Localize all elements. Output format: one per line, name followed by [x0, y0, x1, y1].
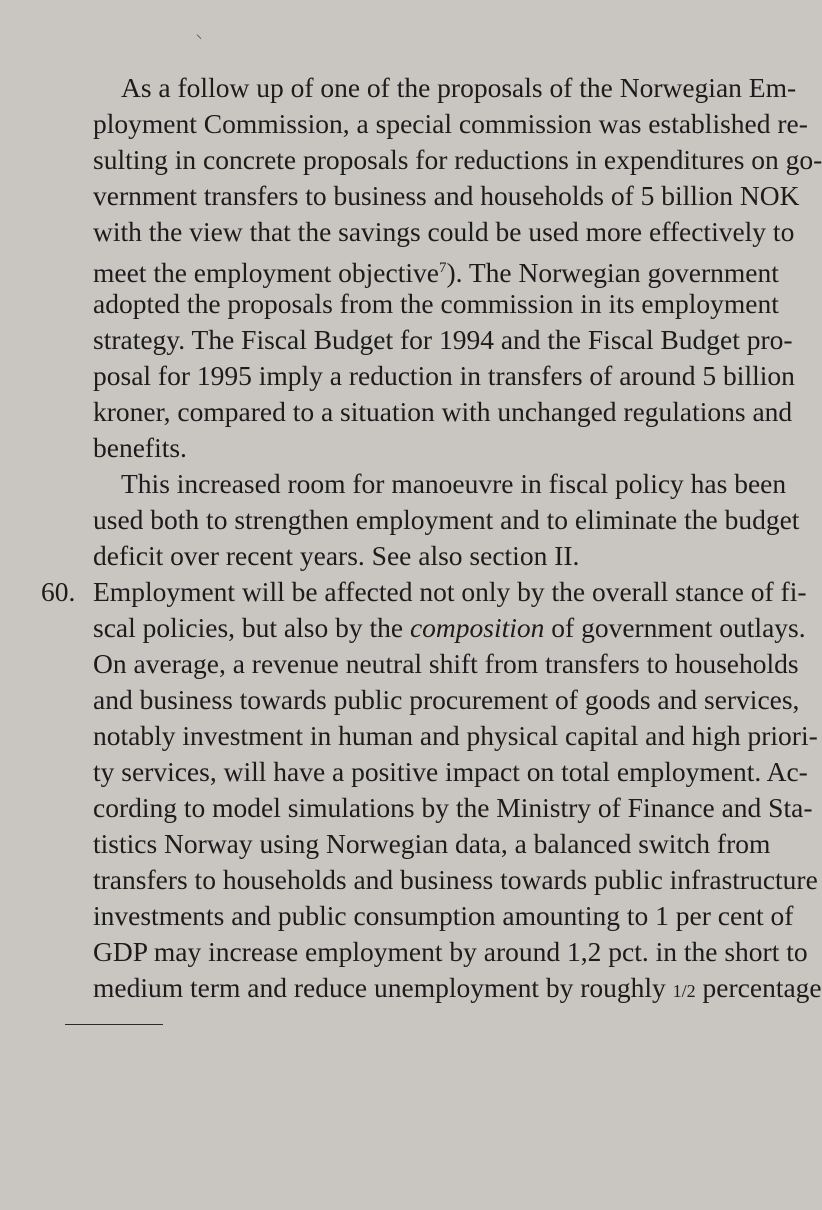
- text-line: investments and public consumption amounting to 1 per cent of: [93, 900, 794, 931]
- text-line: ployment Commission, a special commission was established re-: [93, 108, 808, 139]
- text-line: cording to model simulations by the Ministry of Finance and Sta-: [93, 792, 813, 823]
- text-line: vernment transfers to business and households of 5 billion NOK: [93, 180, 800, 211]
- text-line: strategy. The Fiscal Budget for 1994 and the Fiscal Budget pro-: [93, 324, 793, 355]
- footnote-ref: 7: [438, 260, 447, 276]
- text-line: with the view that the savings could be used more effectively to: [93, 216, 795, 247]
- text-line: used both to strengthen employment and to eliminate the budget: [93, 504, 800, 535]
- text-line: [93, 250, 779, 291]
- text-line: As a follow up of one of the proposals of the Norwegian Em-: [121, 72, 797, 103]
- text-line: kroner, compared to a situation with unchanged regulations and: [93, 396, 793, 427]
- text-line: [93, 610, 806, 646]
- text-line: sulting in concrete proposals for reductions in expenditures on go-: [93, 144, 822, 175]
- text-segment: scal policies, but also by the: [93, 612, 410, 643]
- text-line: adopted the proposals from the commission in its employment: [93, 288, 779, 319]
- text-line: GDP may increase employment by around 1,2 pct. in the short to: [93, 936, 808, 967]
- text-line: benefits.: [93, 432, 187, 463]
- speck-mark: ⸌: [196, 32, 203, 46]
- text-line: notably investment in human and physical capital and high priori-: [93, 720, 818, 751]
- text-segment: of government outlays.: [544, 612, 806, 643]
- text-segment: meet the employment objective: [93, 257, 439, 289]
- text-line: deficit over recent years. See also section II.: [93, 540, 580, 571]
- text-segment: medium term and reduce unemployment by roughly: [93, 972, 673, 1003]
- text-line: ty services, will have a positive impact on total employment. Ac-: [93, 756, 808, 787]
- text-segment: ). The Norwegian government: [446, 257, 779, 289]
- text-line: and business towards public procurement of goods and services,: [93, 684, 800, 715]
- footnote-rule: [65, 1024, 163, 1025]
- paragraph-number: 60.: [41, 576, 76, 607]
- text-line: This increased room for manoeuvre in fiscal policy has been: [121, 468, 787, 499]
- fraction-half: 1/2: [672, 981, 696, 1001]
- text-line: [93, 970, 822, 1009]
- text-line: On average, a revenue neutral shift from transfers to households: [93, 648, 799, 679]
- text-line: posal for 1995 imply a reduction in transfers of around 5 billion: [93, 360, 795, 391]
- text-line: tistics Norway using Norwegian data, a balanced switch from: [93, 828, 771, 859]
- text-line: Employment will be affected not only by the overall stance of fi-: [93, 576, 807, 607]
- text-segment: percentage: [695, 972, 822, 1003]
- emphasis-text: composition: [409, 612, 545, 643]
- text-line: transfers to households and business towards public infrastructure: [93, 864, 818, 895]
